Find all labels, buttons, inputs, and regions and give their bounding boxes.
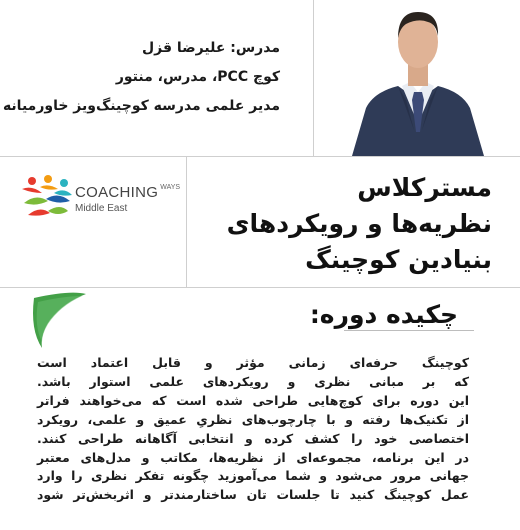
summary-heading-underline xyxy=(344,330,474,331)
summary-line: اختصاصی خود را کشف کرده و انتخابی آگاهانه طراحی کنند. xyxy=(37,430,469,446)
instructor-role: کوچ PCC، مدرس، منتور xyxy=(115,69,280,85)
logo-main-text: COACHING xyxy=(75,184,159,201)
summary-heading: چکیده دوره: xyxy=(309,300,458,329)
course-title xyxy=(227,170,492,278)
instructor-info xyxy=(3,34,280,121)
summary-line: عمل کوچینگ کنید تا جلسات تان ساختارمندتر و اثربخش‌تر شود xyxy=(37,487,469,503)
leaf-decoration-icon xyxy=(28,290,88,348)
summary-line: جهانی مرور می‌شود و شما می‌آموزید چگونه تفکر نظری را وارد xyxy=(37,468,469,484)
title-line-1: مسترکلاس xyxy=(357,173,492,202)
divider-vertical xyxy=(186,157,187,287)
summary-line: کوچینگ حرفه‌ای زمانی مؤثر و قابل اعتماد است xyxy=(37,355,469,370)
logo-ways-text: WAYS xyxy=(160,184,181,191)
title-line-3: بنیادین کوچینگ xyxy=(305,245,492,274)
summary-line: این دوره برای کوچ‌هایی طراحی شده است که می‌خواهند فراتر xyxy=(37,392,469,408)
summary-body xyxy=(37,354,469,505)
logo-sub-text: Middle East xyxy=(75,203,128,214)
title-line-2: نظریه‌ها و رویکردهای xyxy=(226,209,492,238)
summary-line: در این برنامه، مجموعه‌ای از نظریه‌ها، مکاتب و مدل‌های معتبر xyxy=(37,449,469,465)
logo-text xyxy=(75,184,180,214)
instructor-position: مدیر علمی مدرسه کوچینگ‌ویز خاورمیانه xyxy=(2,98,280,114)
divider-middle xyxy=(0,287,520,288)
instructor-photo xyxy=(313,0,520,157)
summary-line: از تکنیک‌ها رفته و با چارچوب‌های نظریِ عمیق و علمی، رویکرد xyxy=(37,411,469,427)
summary-line: که بر مبانی نظری و رویکردهای علمی استوار باشد. xyxy=(37,373,469,389)
instructor-name: مدرس: علیرضا قزل xyxy=(142,40,280,56)
instructor-portrait-icon xyxy=(314,0,520,156)
